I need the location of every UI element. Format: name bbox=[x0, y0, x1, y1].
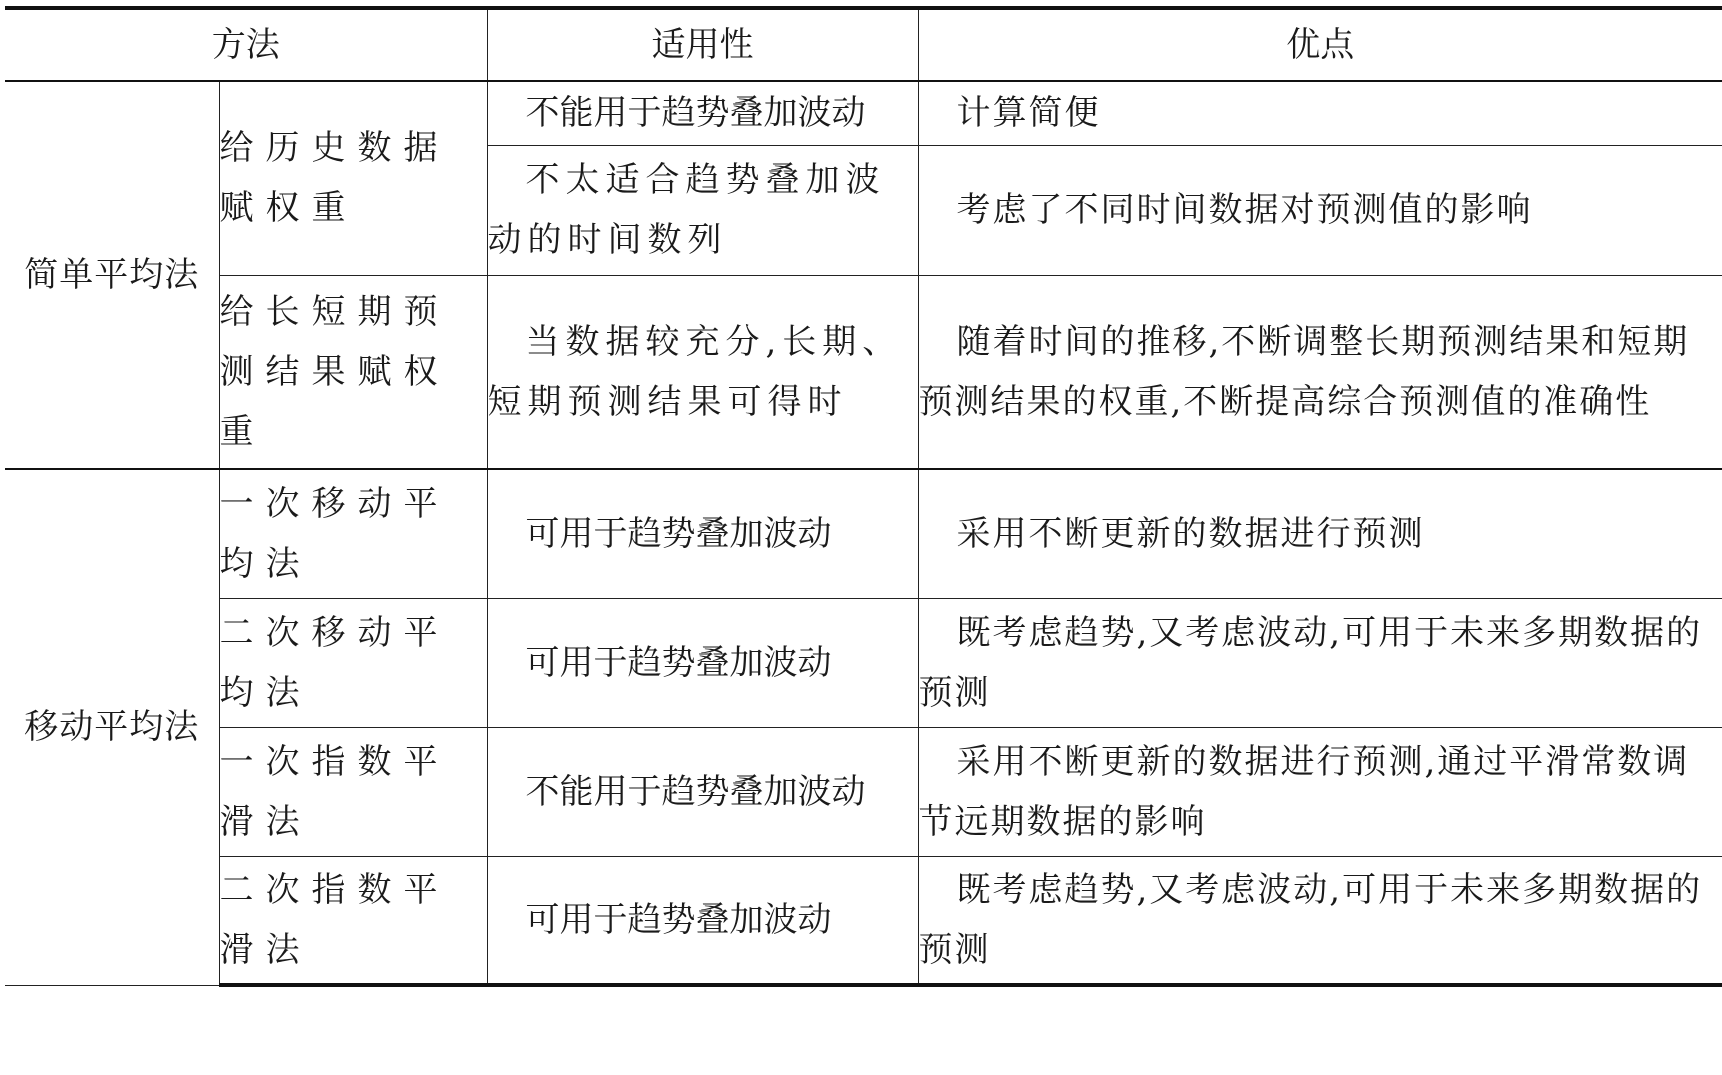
applicability-text: 不太适合趋势叠加波动的时间数列 bbox=[487, 160, 886, 260]
applicability-cell bbox=[487, 598, 918, 727]
submethod-cell: 给长短期预测结果赋权重 bbox=[219, 275, 487, 469]
category-cell-simple-average: 简单平均法 bbox=[5, 81, 219, 469]
applicability-text: 可用于趋势叠加波动 bbox=[525, 642, 832, 683]
submethod-cell: 二次指数平滑法 bbox=[219, 856, 487, 985]
table-row bbox=[5, 856, 1722, 985]
table-row bbox=[5, 81, 1722, 145]
submethod-cell: 给历史数据赋权重 bbox=[219, 81, 487, 275]
applicability-cell bbox=[487, 275, 918, 469]
submethod-cell: 二次移动平均法 bbox=[219, 598, 487, 727]
applicability-text: 当数据较充分,长期、短期预测结果可得时 bbox=[487, 321, 903, 422]
submethod-cell: 一次指数平滑法 bbox=[219, 727, 487, 856]
header-method: 方法 bbox=[5, 8, 487, 81]
advantage-text: 随着时间的推移,不断调整长期预测结果和短期预测结果的权重,不断提高综合预测值的准确性 bbox=[918, 321, 1690, 422]
advantage-cell bbox=[918, 856, 1722, 985]
advantage-cell bbox=[918, 275, 1722, 469]
table-row bbox=[5, 469, 1722, 598]
category-cell-moving-average: 移动平均法 bbox=[5, 469, 219, 985]
advantage-text: 采用不断更新的数据进行预测 bbox=[956, 513, 1425, 554]
applicability-cell bbox=[487, 856, 918, 985]
header-applicability: 适用性 bbox=[487, 8, 918, 81]
table-row bbox=[5, 598, 1722, 727]
advantage-cell bbox=[918, 469, 1722, 598]
advantage-text: 采用不断更新的数据进行预测,通过平滑常数调节远期数据的影响 bbox=[918, 741, 1690, 842]
header-advantage: 优点 bbox=[918, 8, 1722, 81]
applicability-text: 不能用于趋势叠加波动 bbox=[525, 93, 866, 134]
table-row bbox=[5, 275, 1722, 469]
applicability-text: 可用于趋势叠加波动 bbox=[525, 899, 832, 940]
applicability-text: 可用于趋势叠加波动 bbox=[525, 513, 832, 554]
header-row bbox=[5, 8, 1722, 81]
advantage-cell bbox=[918, 81, 1722, 145]
advantage-cell bbox=[918, 727, 1722, 856]
advantage-cell bbox=[918, 598, 1722, 727]
advantage-text: 考虑了不同时间数据对预测值的影响 bbox=[956, 190, 1533, 230]
advantage-text: 既考虑趋势,又考虑波动,可用于未来多期数据的预测 bbox=[918, 612, 1703, 713]
advantage-text: 计算简便 bbox=[956, 93, 1101, 134]
applicability-cell bbox=[487, 145, 918, 275]
applicability-cell bbox=[487, 469, 918, 598]
table-row bbox=[5, 727, 1722, 856]
advantage-text: 既考虑趋势,又考虑波动,可用于未来多期数据的预测 bbox=[918, 869, 1703, 970]
advantage-cell bbox=[918, 145, 1722, 275]
applicability-text: 不能用于趋势叠加波动 bbox=[525, 771, 866, 812]
submethod-cell: 一次移动平均法 bbox=[219, 469, 487, 598]
forecast-methods-table bbox=[5, 6, 1722, 987]
applicability-cell bbox=[487, 727, 918, 856]
applicability-cell bbox=[487, 81, 918, 145]
